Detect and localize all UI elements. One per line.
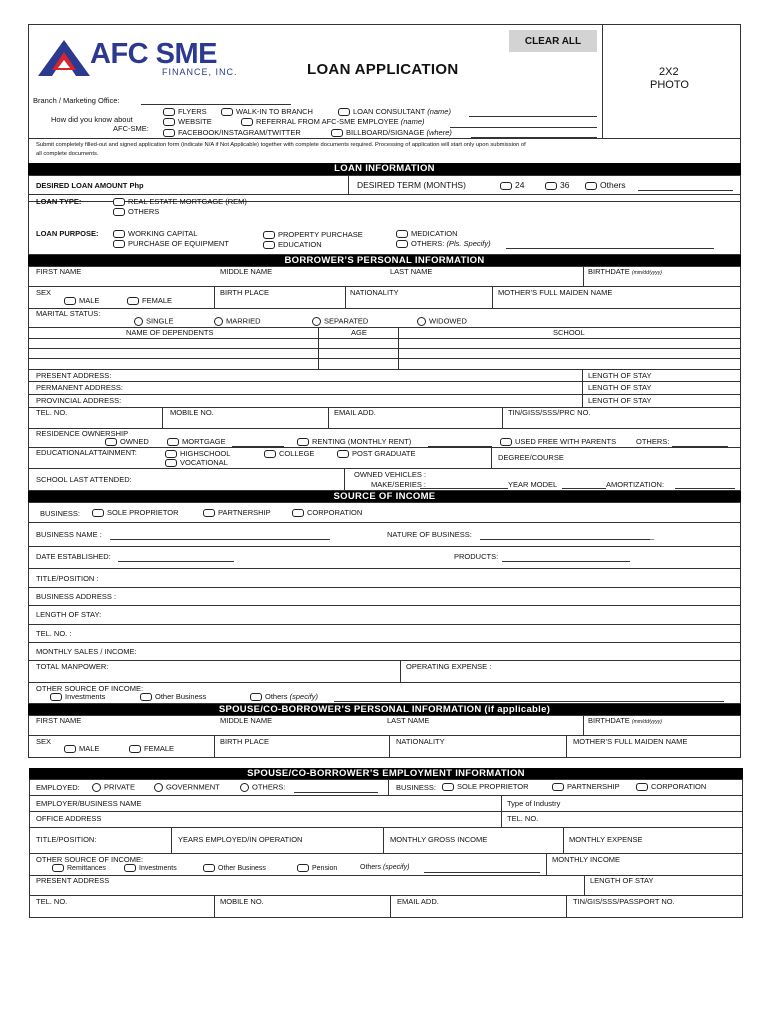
borrower-tin-label: TIN/GISS/SSS/PRC NO. xyxy=(508,408,591,417)
office-address-label: OFFICE ADDRESS xyxy=(36,814,102,823)
edu-postgrad-option[interactable]: POST GRADUATE xyxy=(337,450,415,458)
emp-email-label: EMAIL ADD. xyxy=(397,897,439,906)
purpose-medication-option[interactable]: MEDICATION xyxy=(396,230,458,238)
amortization-label: AMORTIZATION: xyxy=(606,480,665,489)
checkbox-icon[interactable] xyxy=(263,241,275,249)
radio-icon[interactable] xyxy=(154,783,163,792)
spouse-male-option[interactable]: MALE xyxy=(64,745,99,753)
products-label: PRODUCTS: xyxy=(454,552,499,561)
income-others-input[interactable] xyxy=(334,701,724,702)
spouse-middle-name-label: MIDDLE NAME xyxy=(220,716,273,725)
checkbox-icon[interactable] xyxy=(292,509,304,517)
emp-tin-label: TIN/GIS/SSS/PASSPORT NO. xyxy=(573,897,675,906)
borrower-male-option[interactable]: MALE xyxy=(64,297,99,305)
income-length-label: LENGTH OF STAY: xyxy=(36,610,102,619)
nature-suffix: _ xyxy=(650,531,655,540)
loan-type-label: LOAN TYPE: xyxy=(36,197,82,206)
emp-business-label: BUSINESS: xyxy=(396,783,437,792)
purpose-others-option[interactable]: OTHERS: (Pls. Specify) xyxy=(396,240,491,248)
loan-term-label: DESIRED TERM (MONTHS) xyxy=(357,180,466,190)
checkbox-icon[interactable] xyxy=(585,182,597,190)
date-established-input[interactable] xyxy=(118,561,234,562)
income-others-option[interactable]: Others (specify) xyxy=(250,693,318,701)
income-corporation-option[interactable]: CORPORATION xyxy=(292,509,362,517)
years-employed-label: YEARS EMPLOYED/IN OPERATION xyxy=(178,835,303,844)
checkbox-icon[interactable] xyxy=(163,129,175,137)
employed-private-option[interactable]: PRIVATE xyxy=(92,783,135,792)
employer-name-label: EMPLOYER/BUSINESS NAME xyxy=(36,799,142,808)
emp-tel-label: TEL. NO. xyxy=(507,814,539,823)
checkbox-icon[interactable] xyxy=(163,108,175,116)
residence-label: RESIDENCE OWNERSHIP xyxy=(36,429,129,438)
residence-others-label: OTHERS: xyxy=(636,437,670,446)
checkbox-icon[interactable] xyxy=(50,693,62,701)
checkbox-icon[interactable] xyxy=(263,231,275,239)
checkbox-icon[interactable] xyxy=(52,864,64,872)
checkbox-icon[interactable] xyxy=(113,240,125,248)
checkbox-icon[interactable] xyxy=(124,864,136,872)
spouse-header: SPOUSE/CO-BORROWER’S PERSONAL INFORMATION (if applicable) xyxy=(28,704,741,715)
emp-length-label: LENGTH OF STAY xyxy=(590,876,654,885)
checkbox-icon[interactable] xyxy=(297,864,309,872)
consultant-name-input[interactable] xyxy=(469,116,597,117)
income-title-label: TITLE/POSITION : xyxy=(36,574,99,583)
borrower-nationality-label: NATIONALITY xyxy=(350,288,399,297)
source-social-option[interactable]: FACEBOOK/INSTAGRAM/TWITTER xyxy=(163,129,301,137)
spouse-birthdate-label: BIRTHDATE (mm/dd/yyyy) xyxy=(588,716,662,725)
checkbox-icon[interactable] xyxy=(127,297,139,305)
loan-amount-label: DESIRED LOAN AMOUNT Php xyxy=(36,181,144,190)
checkbox-icon[interactable] xyxy=(165,459,177,467)
spouse-birth-place-label: BIRTH PLACE xyxy=(220,737,270,746)
checkbox-icon[interactable] xyxy=(552,783,564,791)
borrower-email-label: EMAIL ADD. xyxy=(334,408,376,417)
checkbox-icon[interactable] xyxy=(500,182,512,190)
income-partnership-option[interactable]: PARTNERSHIP xyxy=(203,509,271,517)
residence-owned-option[interactable]: OWNED xyxy=(105,438,149,446)
emp-investments-option[interactable]: Investments xyxy=(124,864,177,872)
radio-icon[interactable] xyxy=(214,317,223,326)
business-address-label: BUSINESS ADDRESS : xyxy=(36,592,117,601)
employed-others-input[interactable] xyxy=(294,792,378,793)
radio-icon[interactable] xyxy=(417,317,426,326)
emp-other-business-option[interactable]: Other Business xyxy=(203,864,266,872)
source-referral-option[interactable]: REFERRAL FROM AFC-SME EMPLOYEE (name) xyxy=(241,118,425,126)
photo-label-line1: 2X2 xyxy=(659,66,679,78)
spouse-last-name-label: LAST NAME xyxy=(387,716,430,725)
checkbox-icon[interactable] xyxy=(221,108,233,116)
employed-label: EMPLOYED: xyxy=(36,783,80,792)
purpose-equipment-option[interactable]: PURCHASE OF EQUIPMENT xyxy=(113,240,229,248)
checkbox-icon[interactable] xyxy=(396,230,408,238)
checkbox-icon[interactable] xyxy=(442,783,454,791)
checkbox-icon[interactable] xyxy=(264,450,276,458)
income-other-source-label: OTHER SOURCE OF INCOME: xyxy=(36,684,144,693)
emp-sole-option[interactable]: SOLE PROPRIETOR xyxy=(442,783,529,791)
borrower-sex-label: SEX xyxy=(36,288,52,297)
source-billboard-option[interactable]: BILLBOARD/SIGNAGE (where) xyxy=(331,129,452,137)
borrower-mobile-label: MOBILE NO. xyxy=(170,408,214,417)
radio-icon[interactable] xyxy=(312,317,321,326)
term-others-option[interactable]: Others xyxy=(585,181,626,190)
total-manpower-label: TOTAL MANPOWER: xyxy=(36,662,109,671)
checkbox-icon[interactable] xyxy=(64,297,76,305)
borrower-first-name-label: FIRST NAME xyxy=(36,267,82,276)
borrower-last-name-label: LAST NAME xyxy=(390,267,433,276)
notice-line-2: all complete documents. xyxy=(36,151,99,157)
radio-icon[interactable] xyxy=(240,783,249,792)
checkbox-icon[interactable] xyxy=(241,118,253,126)
present-address-label: PRESENT ADDRESS: xyxy=(36,371,112,380)
referral-name-input[interactable] xyxy=(450,127,597,128)
purpose-property-option[interactable]: PROPERTY PURCHASE xyxy=(263,231,363,239)
type-others-option[interactable]: OTHERS xyxy=(113,208,159,216)
checkbox-icon[interactable] xyxy=(163,118,175,126)
notice-line-1: Submit completely filled-out and signed application form (indicate N/A if Not Applicable) together with complete documents required. Processing of application will start only upon submission of xyxy=(36,142,526,148)
checkbox-icon[interactable] xyxy=(203,509,215,517)
permanent-length-label: LENGTH OF STAY xyxy=(588,383,652,392)
emp-pension-option[interactable]: Pension xyxy=(297,864,337,872)
borrower-tel-label: TEL. NO. xyxy=(36,408,68,417)
checkbox-icon[interactable] xyxy=(64,745,76,753)
clear-all-button[interactable]: CLEAR ALL xyxy=(509,30,597,52)
checkbox-icon[interactable] xyxy=(338,108,350,116)
residence-free-option[interactable]: USED FREE WITH PARENTS xyxy=(500,438,616,446)
employed-others-option[interactable]: OTHERS: xyxy=(240,783,285,792)
emp-present-address-label: PRESENT ADDRESS xyxy=(36,876,110,885)
checkbox-icon[interactable] xyxy=(165,450,177,458)
spouse-first-name-label: FIRST NAME xyxy=(36,716,82,725)
brand-sub: FINANCE, INC. xyxy=(162,67,238,77)
income-sole-option[interactable]: SOLE PROPRIETOR xyxy=(92,509,179,517)
marital-married-option[interactable]: MARRIED xyxy=(214,317,261,326)
form-title: LOAN APPLICATION xyxy=(307,61,459,78)
present-length-label: LENGTH OF STAY xyxy=(588,371,652,380)
income-other-business-option[interactable]: Other Business xyxy=(140,693,206,701)
income-investments-option[interactable]: Investments xyxy=(50,693,105,701)
residence-mortgage-option[interactable]: MORTGAGE xyxy=(167,438,226,446)
make-series-input[interactable] xyxy=(420,488,508,489)
provincial-address-label: PROVINCIAL ADDRESS: xyxy=(36,396,122,405)
branch-input[interactable] xyxy=(141,104,291,105)
purpose-education-option[interactable]: EDUCATION xyxy=(263,241,322,249)
industry-label: Type of Industry xyxy=(507,799,561,808)
how-label-1: How did you know about xyxy=(51,115,133,124)
source-website-option[interactable]: WEBSITE xyxy=(163,118,212,126)
business-name-label: BUSINESS NAME : xyxy=(36,530,102,539)
emp-other-source-label: OTHER SOURCE OF INCOME: xyxy=(36,855,144,864)
income-business-label: BUSINESS: xyxy=(40,509,81,518)
checkbox-icon[interactable] xyxy=(129,745,141,753)
permanent-address-label: PERMANENT ADDRESS: xyxy=(36,383,123,392)
emp-others-label: Others (specify) xyxy=(360,864,410,871)
borrower-female-option[interactable]: FEMALE xyxy=(127,297,172,305)
photo-label-line2: PHOTO xyxy=(650,79,689,91)
products-input[interactable] xyxy=(502,561,630,562)
dependents-name-header: NAME OF DEPENDENTS xyxy=(126,328,214,337)
marital-status-label: MARITAL STATUS: xyxy=(36,309,101,318)
business-name-input[interactable] xyxy=(110,539,330,540)
income-tel-label: TEL. NO. : xyxy=(36,629,72,638)
emp-others-input[interactable] xyxy=(424,872,540,873)
term-24-option[interactable]: 24 xyxy=(500,181,524,190)
checkbox-icon[interactable] xyxy=(140,693,152,701)
type-rem-option[interactable]: REAL ESTATE MORTGAGE (REM) xyxy=(113,198,247,206)
operating-expense-label: OPERATING EXPENSE : xyxy=(406,662,492,671)
checkbox-icon[interactable] xyxy=(203,864,215,872)
nature-label: NATURE OF BUSINESS: xyxy=(387,530,472,539)
loan-purpose-label: LOAN PURPOSE: xyxy=(36,229,99,238)
dependents-school-header: SCHOOL xyxy=(553,328,585,337)
borrower-header: BORROWER’S PERSONAL INFORMATION xyxy=(28,255,741,266)
source-flyers-option[interactable]: FLYERS xyxy=(163,108,207,116)
emp-remittances-option[interactable]: Remittances xyxy=(52,864,106,872)
loan-info-header: LOAN INFORMATION xyxy=(28,163,741,175)
marital-single-option[interactable]: SINGLE xyxy=(134,317,174,326)
checkbox-icon[interactable] xyxy=(337,450,349,458)
edu-college-option[interactable]: COLLEGE xyxy=(264,450,314,458)
edu-vocational-option[interactable]: VOCATIONAL xyxy=(165,459,228,467)
checkbox-icon[interactable] xyxy=(396,240,408,248)
monthly-sales-label: MONTHLY SALES / INCOME: xyxy=(36,647,137,656)
purpose-working-capital-option[interactable]: WORKING CAPITAL xyxy=(113,230,197,238)
spouse-maiden-name-label: MOTHER’S FULL MAIDEN NAME xyxy=(573,737,688,746)
marital-separated-option[interactable]: SEPARATED xyxy=(312,317,368,326)
branch-label: Branch / Marketing Office: xyxy=(33,96,120,105)
marital-widowed-option[interactable]: WIDOWED xyxy=(417,317,467,326)
checkbox-icon[interactable] xyxy=(92,509,104,517)
billboard-where-input[interactable] xyxy=(471,137,597,138)
checkbox-icon[interactable] xyxy=(113,208,125,216)
emp-title-label: TITLE/POSITION: xyxy=(36,835,97,844)
spouse-employment-header: SPOUSE/CO-BORROWER’S EMPLOYMENT INFORMATION xyxy=(29,768,743,779)
radio-icon[interactable] xyxy=(92,783,101,792)
employed-government-option[interactable]: GOVERNMENT xyxy=(154,783,220,792)
borrower-birth-place-label: BIRTH PLACE xyxy=(220,288,270,297)
date-established-label: DATE ESTABLISHED: xyxy=(36,552,111,561)
checkbox-icon[interactable] xyxy=(105,438,117,446)
education-label: EDUCATIONALATTAINMENT: xyxy=(36,448,137,457)
checkbox-icon[interactable] xyxy=(636,783,648,791)
year-model-label: YEAR MODEL xyxy=(508,480,558,489)
income-header: SOURCE OF INCOME xyxy=(28,491,741,502)
checkbox-icon[interactable] xyxy=(500,438,512,446)
edu-highschool-option[interactable]: HIGHSCHOOL xyxy=(165,450,230,458)
radio-icon[interactable] xyxy=(134,317,143,326)
monthly-expense-label: MONTHLY EXPENSE xyxy=(569,835,643,844)
borrower-middle-name-label: MIDDLE NAME xyxy=(220,267,273,276)
checkbox-icon[interactable] xyxy=(545,182,557,190)
how-label-2: AFC-SME: xyxy=(113,124,149,133)
spouse-sex-label: SEX xyxy=(36,737,52,746)
checkbox-icon[interactable] xyxy=(113,230,125,238)
checkbox-icon[interactable] xyxy=(167,438,179,446)
checkbox-icon[interactable] xyxy=(297,438,309,446)
purpose-others-input[interactable] xyxy=(506,248,714,249)
residence-renting-option[interactable]: RENTING (MONTHLY RENT) xyxy=(297,438,411,446)
emp-tel2-label: TEL. NO. xyxy=(36,897,68,906)
source-consultant-option[interactable]: LOAN CONSULTANT (name) xyxy=(338,108,451,116)
provincial-length-label: LENGTH OF STAY xyxy=(588,396,652,405)
afc-sme-logo xyxy=(36,38,256,80)
term-others-input[interactable] xyxy=(638,190,733,191)
nature-input[interactable] xyxy=(480,539,650,540)
gross-income-label: MONTHLY GROSS INCOME xyxy=(390,835,488,844)
brand-name: AFC SME xyxy=(90,38,217,70)
emp-corporation-option[interactable]: CORPORATION xyxy=(636,783,706,791)
term-36-option[interactable]: 36 xyxy=(545,181,569,190)
emp-mobile-label: MOBILE NO. xyxy=(220,897,264,906)
checkbox-icon[interactable] xyxy=(250,693,262,701)
monthly-income-label: MONTHLY INCOME xyxy=(552,855,621,864)
borrower-birthdate-label: BIRTHDATE (mm/dd/yyyy) xyxy=(588,267,662,276)
checkbox-icon[interactable] xyxy=(113,198,125,206)
spouse-nationality-label: NATIONALITY xyxy=(396,737,445,746)
make-series-label: MAKE/SERIES : xyxy=(371,480,427,489)
amortization-input[interactable] xyxy=(675,488,735,489)
year-model-input[interactable] xyxy=(562,488,606,489)
school-last-label: SCHOOL LAST ATTENDED: xyxy=(36,475,132,484)
owned-vehicles-label: OWNED VEHICLES : xyxy=(354,470,427,479)
spouse-female-option[interactable]: FEMALE xyxy=(129,745,174,753)
source-walkin-option[interactable]: WALK-IN TO BRANCH xyxy=(221,108,313,116)
degree-label: DEGREE/COURSE xyxy=(498,453,564,462)
borrower-maiden-name-label: MOTHER’S FULL MAIDEN NAME xyxy=(498,288,613,297)
emp-partnership-option[interactable]: PARTNERSHIP xyxy=(552,783,620,791)
checkbox-icon[interactable] xyxy=(331,129,343,137)
dependents-age-header: AGE xyxy=(351,328,367,337)
